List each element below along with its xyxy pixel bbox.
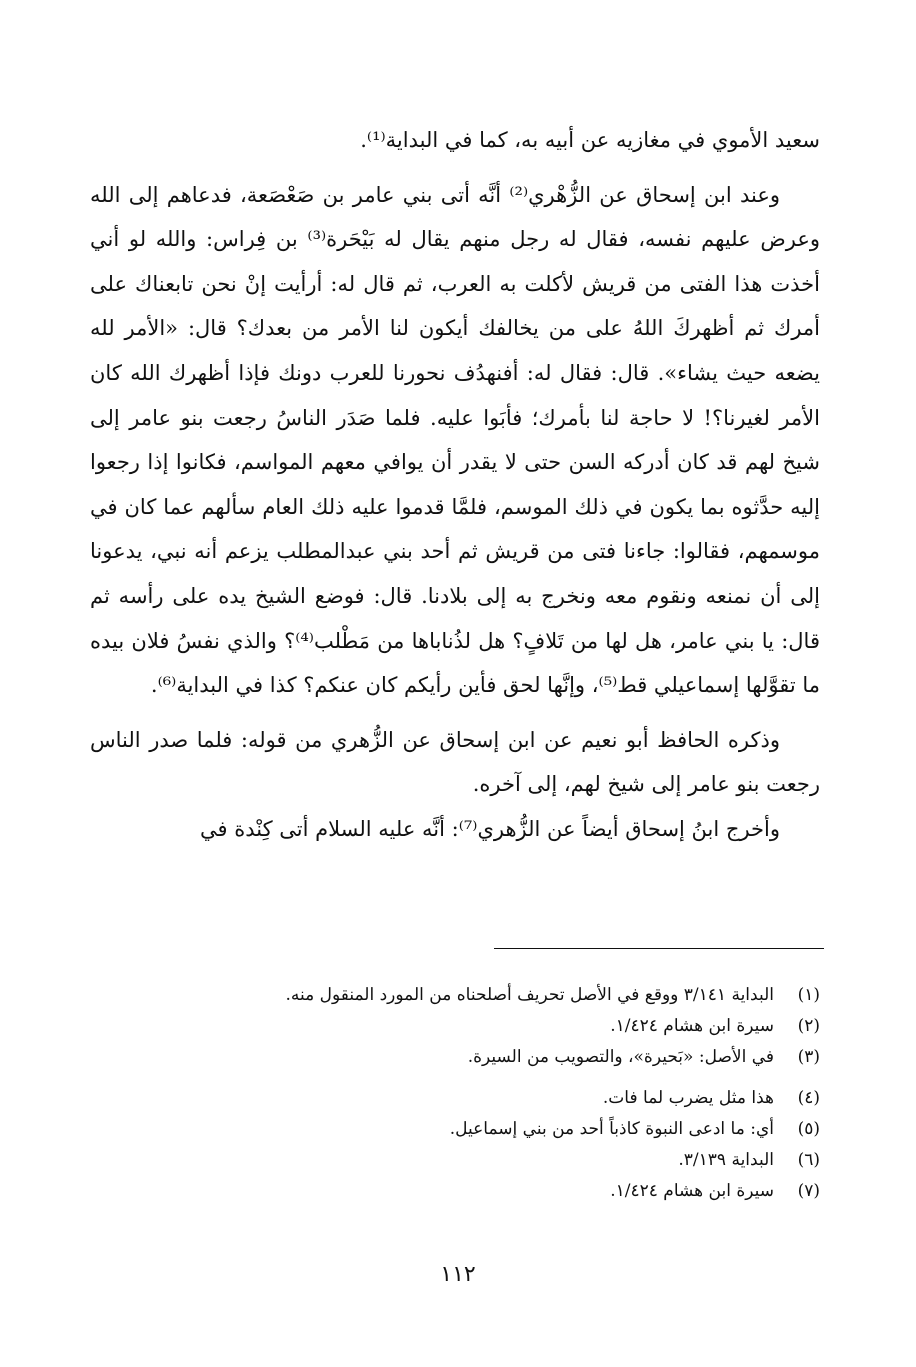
footnote-number: (٦) [797,1150,820,1170]
footnote-text: سيرة ابن هشام ١/٤٢٤. [610,1016,774,1036]
footnote-number: (٥) [797,1119,820,1139]
main-text [90,118,820,852]
footnote-number: (٣) [797,1047,820,1067]
footnote-item [110,1083,820,1114]
paragraph-1: سعيد الأموي في مغازيه عن أبيه به، كما في البداية⁽¹⁾. [360,128,820,152]
footnote-item [110,1176,820,1207]
footnote-item [110,1011,820,1042]
footnote-item [110,1042,820,1073]
footnote-text: البداية ٣/١٤١ ووقع في الأصل تحريف أصلحناه من المورد المنقول منه. [285,985,774,1005]
footnote-separator [494,948,824,949]
footnote-item [110,1114,820,1145]
footnote-number: (١) [797,985,820,1005]
footnote-number: (٧) [797,1181,820,1201]
footnote-text: البداية ٣/١٣٩. [678,1150,774,1170]
page-number: ١١٢ [440,1262,476,1287]
footnote-text: في الأصل: «بَحيرة»، والتصويب من السيرة. [467,1047,774,1067]
paragraph-4: وأخرج ابنُ إسحاق أيضاً عن الزُّهري⁽⁷⁾: أنَّه عليه السلام أتى كِنْدة في [199,816,780,841]
footnote-item [110,980,820,1011]
paragraph-3: وذكره الحافظ أبو نعيم عن ابن إسحاق عن الزُّهري من قوله: فلما صدر الناس رجعت بنو عامر إلى شيخ لهم، إلى آخره. [90,727,820,797]
footnote-number: (٢) [797,1016,820,1036]
footnotes-list [110,980,820,1207]
footnote-text: هذا مثل يضرب لما فات. [602,1088,774,1108]
footnote-number: (٤) [797,1088,820,1108]
footnote-text: سيرة ابن هشام ١/٤٢٤. [610,1181,774,1201]
footnote-text: أي: ما ادعى النبوة كاذباً أحد من بني إسماعيل. [449,1119,774,1139]
paragraph-2: وعند ابن إسحاق عن الزُّهْري⁽²⁾ أنَّه أتى بني عامر بن صَعْصَعة، فدعاهم إلى الله وعرض عليهم نفسه، فقال له رجل منهم يقال له بَيْحَرة⁽³⁾ بن فِراس: والله لو أني أخذت هذا الفتى من قريش لأكلت به العرب، ثم قال له: أرأيت إنْ نحن تابعناك على أمرك ثم أظهركَ اللهُ على من يخالفك أيكون لنا الأمر من بعدك؟ قال: «الأمر لله يضعه حيث يشاء». قال: فقال له: أفنهدُف نحورنا للعرب دونك فإذا أظهرك الله كان الأمر لغيرنا؟! لا حاجة لنا بأمرك؛ فأبَوا عليه. فلما صَدَر الناسُ رجعت بنو عامر إلى شيخ لهم قد كان أدركه السن حتى لا يقدر أن يوافي معهم المواسم، فكانوا إذا رجعوا إليه حدَّثوه بما يكون في ذلك الموسم، فلمَّا قدموا عليه ذلك العام سألهم عما كان في موسمهم، فقالوا: جاءنا فتى من قريش ثم أحد بني عبدالمطلب يزعم أنه نبي، يدعونا إلى أن نمنعه ونقوم معه ونخرج به إلى بلادنا. قال: فوضع الشيخ يده على رأسه ثم قال: يا بني عامر، هل لها من تَلافٍ؟ هل لذُناباها من مَطْلب⁽⁴⁾؟ والذي نفسُ فلان بيده ما تقوَّلها إسماعيلي قط⁽⁵⁾، وإنَّها لحق فأين رأيكم كان عنكم؟ كذا في البداية⁽⁶⁾. [90,182,821,698]
footnote-item [110,1145,820,1176]
